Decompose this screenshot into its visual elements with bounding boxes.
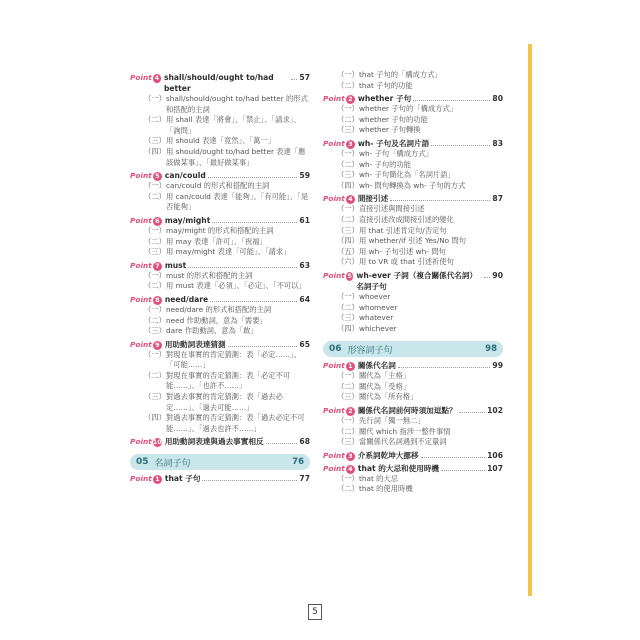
sub-item-marker: （一） [144,349,166,359]
toc-point-link[interactable] [130,260,310,271]
point-number-badge: 6 [153,217,162,226]
chapter-page: 76 [292,457,304,468]
sub-item-text: 當關係代名詞遇到不定量詞 [359,437,447,447]
sub-item [323,170,503,181]
sub-item [130,192,310,213]
point-number-badge: 8 [153,296,162,305]
sub-item-text: whatever [359,313,394,323]
sub-item-marker: （五） [337,246,359,256]
point-page-number: 80 [492,94,503,104]
sub-item-text: whichever [359,323,397,333]
sub-item [323,70,503,81]
dot-leader [484,277,490,278]
toc-point-link[interactable] [323,360,503,371]
chapter-number: 06 [329,344,342,355]
sub-item [130,94,310,115]
sub-item-marker: （三） [144,392,166,402]
sub-item-text: can/could 的形式和搭配的主詞 [166,181,270,191]
sub-item [130,305,310,316]
sub-item [130,326,310,337]
sub-item-marker: （二） [337,381,359,391]
sub-item-text: that 子句的功能 [359,80,413,90]
sub-item-marker: （四） [337,180,359,190]
point-page-number: 77 [299,474,310,484]
sub-item-text: 用 that 引述肯定句/否定句 [359,225,447,235]
chapter-title: 名詞子句 [154,458,191,469]
point-label: Point [323,361,345,371]
toc-entry [130,260,310,292]
toc-point-link[interactable] [323,270,503,292]
point-number-badge: 7 [153,262,162,271]
dot-leader [441,470,485,471]
sub-item-marker: （六） [337,257,359,267]
sub-item-marker: （一） [144,94,166,103]
sub-item [323,427,503,438]
sub-item-text: that 子句的「構成方式」 [359,70,442,79]
point-label: Point [130,73,152,82]
dot-leader [202,480,297,481]
dot-leader [431,145,490,146]
toc-entry [130,339,310,435]
sub-item-text: 直接引述改成間接引述的變化 [359,214,454,224]
point-page-number: 106 [487,450,503,460]
sub-item [130,316,310,327]
point-page-number: 90 [492,270,503,280]
toc-point-link[interactable] [323,405,503,416]
sub-item-marker: （一） [337,148,359,158]
point-number-badge: 5 [347,271,352,280]
point-label: Point [130,215,152,225]
point-page-number: 87 [492,194,503,204]
toc-entry [323,193,503,268]
toc-point-link[interactable] [130,215,310,226]
sub-item-text: 直接引述與間接引述 [359,204,425,214]
sub-item [323,257,503,268]
sub-item-text: 對現在事實的肯定猜測：表「必定……」、「可能……」 [166,349,301,370]
sub-item-text: whether 子句轉換 [359,125,421,135]
sub-item [323,416,503,427]
chapter-heading[interactable] [323,341,503,357]
point-label: Point [323,138,345,148]
sub-item [323,437,503,448]
point-page-number: 83 [492,138,503,148]
toc-point-link[interactable] [130,170,310,181]
sub-item [130,281,310,292]
sub-item-text: wh- 子句簡化為「名詞片語」 [359,170,455,180]
sub-item-marker: （一） [337,473,359,483]
sub-item-marker: （三） [144,326,166,336]
dot-leader [413,100,490,101]
point-page-number: 57 [299,73,310,82]
page-number: 5 [308,604,322,620]
sub-item [323,303,503,314]
sub-item-text: 對現在事實的否定猜測：表「必定不可能……」、「也許不……」 [166,370,291,391]
chapter-page: 98 [485,344,497,355]
sub-item-text: must 的形式和搭配的主詞 [166,270,253,280]
sub-item-text: wh- 子句「構成方式」 [359,148,433,158]
sub-item [323,371,503,382]
point-title: 關係代名詞 [357,361,396,371]
sub-item-marker: （一） [337,204,359,214]
toc-entry [323,93,503,136]
point-page-number: 107 [487,463,503,473]
sub-item-marker: （四） [144,413,166,423]
toc-point-link[interactable] [130,473,310,484]
sub-item [323,484,503,495]
sub-item [323,226,503,237]
sub-item-text: wh- 子句的功能 [359,159,412,169]
sub-item-marker: （二） [337,114,359,124]
toc-entry-continued [323,70,503,91]
dot-leader [210,301,297,302]
sub-item-text: whether 子句的「構成方式」 [359,104,458,114]
point-label: Point [323,194,345,204]
point-title: wh- 子句及名詞片語 [357,138,430,148]
point-number-badge: 3 [346,140,355,149]
sub-item-marker: （三） [337,170,359,180]
toc-point-link[interactable] [130,436,310,447]
sub-item-text: need/dare 的形式和搭配的主詞 [166,304,272,314]
sub-item [323,382,503,393]
sub-item [323,247,503,258]
sub-item [323,181,503,192]
toc-point-link[interactable] [323,450,503,461]
sub-item [323,392,503,403]
toc-entry [323,463,503,495]
dot-leader [459,412,486,413]
sub-item-marker: （三） [144,247,166,257]
sub-item-marker: （二） [337,302,359,312]
sub-item-marker: （一） [144,181,166,191]
sub-item-text: 用 should 表達「竟然」、「萬一」 [166,136,276,146]
toc-entry [130,294,310,337]
point-number-badge: 2 [346,407,355,416]
sub-item-marker: （四） [337,323,359,333]
sub-item-text: may/might 的形式和搭配的主詞 [166,225,274,235]
sub-item-marker: （二） [144,191,166,201]
sub-item-text: 關代為「主格」 [359,371,411,381]
toc-point-link[interactable] [323,93,503,104]
chapter-heading[interactable] [130,454,310,470]
point-title: that 的大忌和使用時機 [357,463,440,473]
sub-item-marker: （二） [337,80,359,90]
point-title: 介系詞乾坤大挪移 [357,450,419,460]
sub-item [323,215,503,226]
sub-item [323,313,503,324]
point-title: that 子句 [164,474,201,484]
sub-item [130,181,310,192]
sub-item-text: dare 作助動詞，意為「敢」 [166,326,258,336]
sub-item [323,160,503,171]
sub-item [323,474,503,485]
sub-item-marker: （一） [337,291,359,301]
sub-item-marker: （四） [144,146,166,156]
sub-item-marker: （一） [337,70,359,79]
sub-item-marker: （三） [337,313,359,323]
point-page-number: 61 [299,215,310,225]
sub-item-text: shall/should/ought to/had better 的形式和搭配的主詞 [166,94,308,114]
toc-entry [323,405,503,448]
point-title: need/dare [164,294,209,304]
sub-item-text: wh- 問句轉換為 wh- 子句的方式 [359,180,466,190]
point-title: shall/should/ought to/had better [163,73,274,93]
sub-item-marker: （二） [337,159,359,169]
toc-entry [323,138,503,191]
point-title: wh-ever 子詞（複合關係代名詞）名詞子句 [356,270,478,291]
sub-item-text: 用 shall 表達「將會」、「禁止」、「請求」、「詢問」 [166,115,301,135]
point-number-badge: 3 [346,452,355,461]
point-title: may/might [164,215,211,225]
sub-item [130,147,310,168]
sub-item-marker: （二） [144,370,166,380]
dot-leader [291,79,297,80]
dot-leader [212,222,297,223]
sub-item [323,324,503,335]
point-label: Point [130,474,152,484]
point-number-badge: 1 [346,362,355,371]
sub-item [130,413,310,434]
point-number-badge: 4 [346,465,355,474]
sub-item-text: whoever [359,291,391,301]
sub-item [130,226,310,237]
point-page-number: 65 [299,339,310,349]
toc-entry [130,473,310,484]
sub-item [323,292,503,303]
dot-leader [228,346,298,347]
point-page-number: 63 [299,260,310,270]
toc-entry [323,270,503,334]
sub-item-text: 用 wh- 子句引述 wh- 問句 [359,246,446,256]
dot-leader [390,200,490,201]
sub-item [323,81,503,92]
sub-item [323,115,503,126]
sub-item [323,125,503,136]
sub-item-marker: （二） [144,281,166,291]
point-page-number: 102 [487,406,503,416]
sub-item-marker: （一） [337,416,359,426]
sub-item-text: that 的大忌 [359,473,399,483]
dot-leader [398,367,491,368]
sub-item [323,104,503,115]
toc-entry [130,170,310,213]
sub-item [130,247,310,258]
page-edge-accent-bar [528,44,532,596]
sub-item-marker: （三） [337,125,359,135]
sub-item-text: 用 can/could 表達「能夠」、「有可能」、「是否能夠」 [166,191,309,212]
point-label: Point [130,294,152,304]
toc-entry [130,72,310,168]
point-page-number: 59 [299,171,310,181]
sub-item-text: 關代 which 指涉一整件事情 [359,426,451,436]
sub-item-marker: （一） [337,104,359,114]
sub-item [130,271,310,282]
sub-item-text: 先行詞「獨一無二」 [359,416,425,426]
sub-item-text: 用 whether/if 引述 Yes/No 問句 [359,236,467,246]
toc-point-link[interactable] [130,72,310,94]
chapter-title: 形容詞子句 [347,345,393,356]
point-label: Point [323,450,345,460]
sub-item-text: 對過去事實的否定猜測：表「過去必定不可能……」、「過去也許不……」 [166,413,305,433]
dot-leader [266,443,298,444]
toc-left-column [130,70,310,484]
toc-entry [323,450,503,461]
sub-item-text: 用 may/might 表達「可能」、「請求」 [166,247,291,257]
toc-point-link[interactable] [323,463,503,474]
dot-leader [208,177,298,178]
point-number-badge: 5 [153,172,162,181]
point-label: Point [130,339,152,349]
sub-item-marker: （二） [337,426,359,436]
dot-leader [188,267,297,268]
point-title: must [164,260,187,270]
sub-item [323,149,503,160]
sub-item [130,136,310,147]
sub-item-text: 關代為「受格」 [359,381,411,391]
sub-item-text: 對過去事實的肯定猜測：表「過去必定……」、「過去可能……」 [166,392,283,412]
chapter-number: 05 [136,457,149,468]
dot-leader [421,457,486,458]
point-title: 用助動詞表達猜測 [164,339,226,349]
point-title: whether 子句 [357,94,412,104]
point-page-number: 68 [299,437,310,447]
point-label: Point [323,406,345,416]
point-label: Point [130,260,152,270]
point-title: 關係代名詞前何時須加逗點？ [357,406,457,416]
sub-item [130,115,310,136]
sub-item-text: 關代為「所有格」 [359,392,418,402]
point-title: 用助動詞表達與過去事實相反 [164,437,264,447]
sub-item-marker: （二） [144,115,166,125]
sub-item-text: whomever [359,302,398,312]
sub-item [130,350,310,371]
point-page-number: 64 [299,294,310,304]
sub-item-marker: （二） [337,484,359,494]
point-title: can/could [164,171,206,181]
sub-item-text: 用 may 表達「許可」、「祝福」 [166,236,267,246]
sub-item-marker: （一） [337,371,359,381]
sub-item-marker: （二） [144,236,166,246]
point-label: Point [130,437,152,447]
point-number-badge: 10 [152,438,162,447]
toc-entry [323,360,503,403]
sub-item-text: whether 子句的功能 [359,114,428,124]
sub-item-marker: （一） [144,304,166,314]
toc-point-link[interactable] [130,294,310,305]
sub-item-marker: （三） [337,437,359,447]
point-label: Point [323,94,345,104]
toc-point-link[interactable] [323,193,503,204]
sub-item-marker: （三） [337,225,359,235]
sub-item-marker: （二） [144,315,166,325]
sub-item-text: that 的使用時機 [359,484,413,494]
sub-item [323,204,503,215]
sub-item-marker: （三） [337,392,359,402]
sub-item-marker: （一） [144,270,166,280]
toc-point-link[interactable] [130,339,310,350]
point-label: Point [323,270,345,280]
sub-item-text: 用 to VR 或 that 引述祈使句 [359,257,454,267]
sub-item [130,392,310,413]
sub-item-marker: （三） [144,136,166,146]
sub-item [130,371,310,392]
toc-point-link[interactable] [323,138,503,149]
point-number-badge: 4 [346,195,355,204]
sub-item-marker: （一） [144,225,166,235]
sub-item [130,237,310,248]
sub-item-text: 用 must 表達「必須」、「必定」、「不可以」 [166,281,306,291]
point-page-number: 99 [492,361,503,371]
point-title: 間接引述 [357,194,389,204]
toc-entry [130,215,310,258]
sub-item-text: need 作助動詞，意為「需要」 [166,315,267,325]
point-label: Point [323,463,345,473]
sub-item [323,236,503,247]
point-number-badge: 2 [346,95,355,104]
point-number-badge: 9 [153,341,162,350]
point-number-badge: 1 [153,475,162,484]
sub-item-marker: （二） [337,214,359,224]
point-label: Point [130,171,152,181]
point-number-badge: 4 [154,74,160,82]
sub-item-marker: （四） [337,236,359,246]
sub-item-text: 用 should/ought to/had better 表達「應該做某事」、「最好做某事」 [166,146,306,167]
toc-entry [130,436,310,447]
toc-right-column [323,70,503,495]
